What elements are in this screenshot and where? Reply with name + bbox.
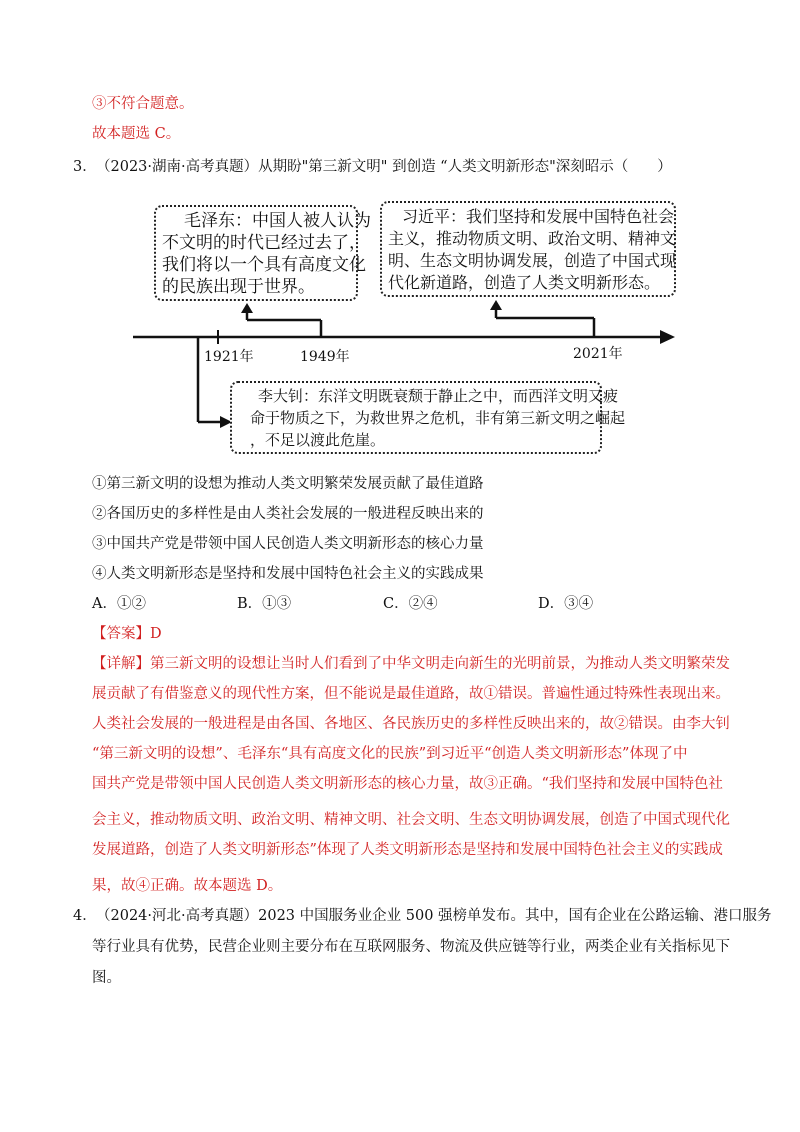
q3-detail-line: 【详解】第三新文明的设想让当时人们看到了中华文明走向新生的光明前景，为推动人类文明繁荣发 bbox=[92, 656, 730, 672]
q3-statement-1: ①第三新文明的设想为推动人类文明繁荣发展贡献了最佳道路 bbox=[92, 476, 484, 492]
q3-detail-line: 国共产党是带领中国人民创造人类文明新形态的核心力量，故③正确。“我们坚持和发展中国特色社 bbox=[92, 776, 723, 792]
q3-option-a: A．①② bbox=[92, 596, 146, 612]
q3-detail-line: 发展道路，创造了人类文明新形态”体现了人类文明新形态是坚持和发展中国特色社会主义的实践成 bbox=[92, 842, 723, 858]
q4-line: 图。 bbox=[92, 970, 121, 986]
q3-statement-4: ④人类文明新形态是坚持和发展中国特色社会主义的实践成果 bbox=[92, 566, 484, 582]
mao-quote-line: 我们将以一个具有高度文化 bbox=[162, 255, 366, 275]
quote-box-mao bbox=[154, 205, 371, 301]
q3-detail-line: 会主义，推动物质文明、政治文明、精神文明、社会文明、生态文明协调发展，创造了中国式现代化 bbox=[92, 812, 730, 828]
q3-detail-line: 展贡献了有借鉴意义的现代性方案，但不能说是最佳道路，故①错误。普遍性通过特殊性表现出来。 bbox=[92, 686, 730, 702]
xi-quote-line: 习近平：我们坚持和发展中国特色社会 bbox=[402, 207, 675, 226]
li-quote-line: ，不足以渡此危崖。 bbox=[250, 431, 386, 449]
xi-quote-line: 代化新道路，创造了人类文明新形态。 bbox=[388, 273, 661, 292]
q3-detail-line: 人类社会发展的一般进程是由各国、各地区、各民族历史的多样性反映出来的，故②错误。由李大钊 bbox=[92, 716, 730, 732]
q3-option-c: C．②④ bbox=[383, 596, 438, 612]
li-quote-line: 李大钊：东洋文明既衰颓于静止之中，而西洋文明又疲 bbox=[258, 387, 619, 405]
xi-quote-line: 主义，推动物质文明、政治文明、精神文 bbox=[388, 229, 677, 248]
q3-answer: 【答案】D bbox=[92, 626, 162, 642]
q4-number: 4． bbox=[73, 908, 97, 924]
q4-line: （2024·河北·高考真题）2023 中国服务业企业 500 强榜单发布。其中，国有企业在公路运输、港口服务 bbox=[96, 908, 772, 924]
q3-option-d: D．③④ bbox=[538, 596, 594, 612]
q3-detail-line: “第三新文明的设想”、毛泽东“具有高度文化的民族”到习近平“创造人类文明新形态”体现了中 bbox=[92, 746, 688, 762]
prev-answer-line-2: 故本题选 C。 bbox=[92, 126, 181, 142]
q3-number: 3． bbox=[73, 159, 97, 175]
arrow-to-mao bbox=[241, 303, 253, 313]
mao-quote-line: 不文明的时代已经过去了， bbox=[162, 233, 366, 253]
q3-statement-3: ③中国共产党是带领中国人民创造人类文明新形态的核心力量 bbox=[92, 536, 484, 552]
quote-box-xi bbox=[380, 201, 676, 297]
xi-quote-line: 明、生态文明协调发展，创造了中国式现 bbox=[388, 251, 677, 270]
arrow-to-xi bbox=[490, 300, 502, 310]
q4-line: 等行业具有优势，民营企业则主要分布在互联网服务、物流及供应链等行业，两类企业有关指标见下 bbox=[92, 939, 730, 955]
year-1949: 1949年 bbox=[300, 349, 350, 365]
year-1921: 1921年 bbox=[204, 349, 254, 365]
q3-statement-2: ②各国历史的多样性是由人类社会发展的一般进程反映出来的 bbox=[92, 506, 484, 522]
prev-answer-line-1: ③不符合题意。 bbox=[92, 96, 194, 112]
year-2021: 2021年 bbox=[573, 346, 623, 362]
mao-quote-line: 的民族出现于世界。 bbox=[162, 277, 315, 297]
li-quote-line: 命于物质之下，为救世界之危机，非有第三新文明之崛起 bbox=[250, 409, 626, 427]
q3-option-b: B．①③ bbox=[237, 596, 292, 612]
timeline-axis-arrow bbox=[660, 330, 675, 344]
q3-detail-line: 果，故④正确。故本题选 D。 bbox=[92, 878, 283, 894]
quote-box-li bbox=[230, 381, 626, 454]
q3-stem: （2023·湖南·高考真题）从期盼"第三新文明" 到创造 “人类文明新形态"深刻昭示（ ） bbox=[96, 159, 672, 175]
mao-quote-line: 毛泽东：中国人被人认为 bbox=[184, 211, 371, 231]
